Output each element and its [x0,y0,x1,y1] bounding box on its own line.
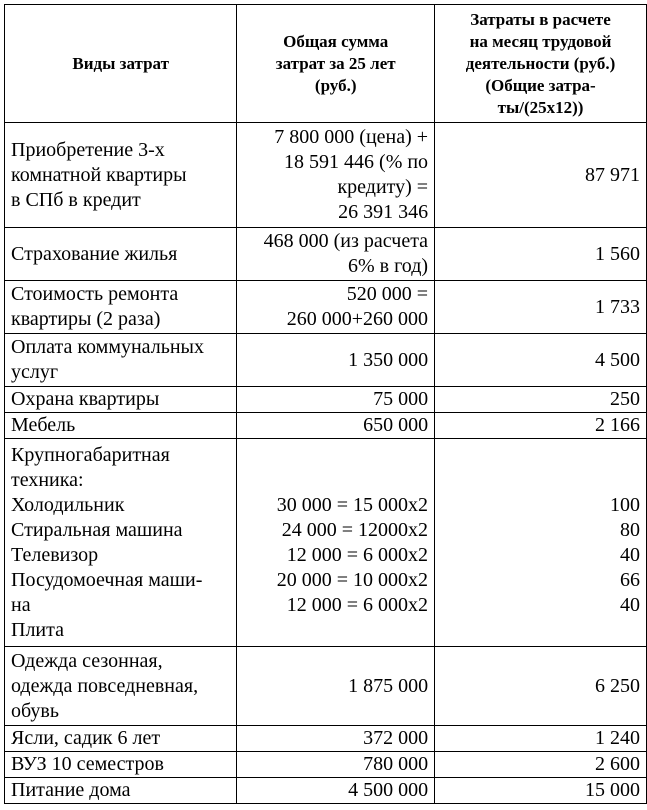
header-monthly-cost-line: ты/(25х12)) [497,97,584,117]
expense-name-cell-line: ВУЗ 10 семестров [11,753,164,775]
header-monthly-cost [435,5,647,123]
header-monthly-cost-line: (Общие затра- [485,75,596,95]
monthly-cost-cell-line: 1 733 [595,295,640,318]
expense-name-cell-line: Питание дома [11,779,131,801]
expense-name-cell [5,334,237,387]
monthly-cost-cell-line: 250 [610,388,640,410]
total-cost-cell [237,334,435,387]
table-row [5,123,647,228]
total-cost-cell-line [243,468,428,493]
expenses-table [4,4,647,804]
expense-name-cell-line: Плита [11,618,64,641]
expense-name-cell-line: Посудомоечная маши- [11,568,203,591]
total-cost-cell-line: 6% в год) [347,255,429,277]
table-row [5,752,647,778]
expense-name-cell-line: Ясли, садик 6 лет [11,727,161,749]
monthly-cost-cell-line: 15 000 [585,779,640,801]
expense-name-cell [5,228,237,281]
monthly-cost-cell [435,123,647,228]
monthly-cost-cell [435,334,647,387]
monthly-cost-cell-line: 2 166 [595,414,640,436]
monthly-cost-cell-line: 1 560 [595,242,640,265]
table-row [5,281,647,334]
header-expense-type [5,5,237,123]
table-row [5,334,647,387]
expense-name-cell [5,752,237,778]
table-row [5,726,647,752]
expense-name-cell [5,123,237,228]
total-cost-cell-line: 12 000 = 6 000х2 [286,543,429,566]
expense-name-cell-line: Крупногабаритная [11,443,170,466]
total-cost-cell [237,752,435,778]
total-cost-cell-line: 26 391 346 [338,201,429,223]
monthly-cost-cell-line: 87 971 [585,163,640,186]
expense-name-cell-line: в СПб в кредит [11,188,141,211]
monthly-cost-cell-line: 66 [620,568,640,591]
expense-name-cell-line: Страхование жилья [11,242,178,265]
monthly-cost-cell-line: 6 250 [595,674,640,697]
expense-name-cell-line: Приобретение 3-х [11,138,165,161]
monthly-cost-cell-line: 1 240 [595,727,640,749]
expense-name-cell-line: на [11,593,31,616]
total-cost-cell [237,123,435,228]
monthly-cost-cell [435,647,647,726]
total-cost-cell-line [243,618,428,643]
total-cost-cell [237,726,435,752]
table-row [5,647,647,726]
monthly-cost-cell-line [441,468,640,493]
total-cost-cell [237,439,435,647]
total-cost-cell-line: кредиту) = [337,176,429,198]
total-cost-cell-line: 18 591 446 (% по [284,151,429,173]
expense-name-cell-line: услуг [11,361,59,383]
total-cost-cell-line: 468 000 (из расчета [263,230,429,252]
expense-name-cell-line: Стоимость ремонта [11,283,179,305]
expense-name-cell-line: одежда повседневная, [11,674,199,697]
monthly-cost-cell [435,778,647,804]
monthly-cost-cell-line: 40 [620,543,640,566]
header-total-25-years-line: (руб.) [314,75,357,95]
expense-name-cell-line: Стиральная машина [11,518,183,541]
monthly-cost-cell-line: 4 500 [595,348,640,371]
monthly-cost-cell [435,752,647,778]
header-total-25-years-line: затрат за 25 лет [275,53,396,73]
total-cost-cell [237,387,435,413]
total-cost-cell-line: 12 000 = 6 000х2 [286,593,429,616]
monthly-cost-cell [435,439,647,647]
table-row [5,778,647,804]
monthly-cost-cell [435,726,647,752]
monthly-cost-cell-line [441,618,640,643]
total-cost-cell-line: 1 350 000 [348,348,429,371]
header-monthly-cost-line: на месяц трудовой [469,31,612,51]
expense-name-cell-line: Одежда сезонная, [11,649,163,672]
monthly-cost-cell [435,228,647,281]
expense-name-cell-line: Оплата коммунальных [11,336,204,358]
total-cost-cell-line: 650 000 [363,414,429,436]
total-cost-cell-line: 24 000 = 12000х2 [281,518,429,541]
expense-name-cell-line: комнатной квартиры [11,163,187,186]
monthly-cost-cell-line: 40 [620,593,640,616]
expense-name-cell-line: Охрана квартиры [11,388,160,410]
table-row [5,387,647,413]
expense-name-cell-line: квартиры (2 раза) [11,308,161,330]
total-cost-cell-line [243,443,428,468]
total-cost-cell-line: 20 000 = 10 000х2 [276,568,429,591]
expense-name-cell-line: обувь [11,699,59,722]
expense-name-cell-line: техника: [11,468,84,491]
monthly-cost-cell-line: 100 [610,493,640,516]
monthly-cost-cell [435,281,647,334]
header-row [5,5,647,123]
expense-name-cell-line: Холодильник [11,493,125,516]
total-cost-cell [237,413,435,439]
expense-name-cell [5,439,237,647]
header-total-25-years-line: Общая сумма [283,31,389,51]
expense-name-cell-line: Мебель [11,414,76,436]
total-cost-cell-line: 1 875 000 [348,674,429,697]
expense-name-cell [5,726,237,752]
monthly-cost-cell-line: 2 600 [595,753,640,775]
expense-name-cell [5,413,237,439]
total-cost-cell-line: 30 000 = 15 000х2 [276,493,429,516]
total-cost-cell [237,647,435,726]
expenses-body [5,123,647,804]
header-expense-type-line: Виды затрат [72,53,169,73]
table-row [5,228,647,281]
total-cost-cell-line: 260 000+260 000 [286,308,429,330]
total-cost-cell [237,778,435,804]
expense-name-cell [5,778,237,804]
total-cost-cell [237,281,435,334]
total-cost-cell-line: 4 500 000 [348,779,429,801]
expense-name-cell-line: Телевизор [11,543,99,566]
monthly-cost-cell-line: 80 [620,518,640,541]
expense-name-cell [5,281,237,334]
total-cost-cell-line: 780 000 [363,753,429,775]
header-total-25-years [237,5,435,123]
expense-name-cell [5,647,237,726]
header-monthly-cost-line: деятельности (руб.) [465,53,616,73]
total-cost-cell [237,228,435,281]
monthly-cost-cell-line [441,443,640,468]
total-cost-cell-line: 372 000 [363,727,429,749]
total-cost-cell-line: 7 800 000 (цена) + [274,126,429,148]
table-row [5,413,647,439]
table-row [5,439,647,647]
header-monthly-cost-line: Затраты в расчете [470,9,611,29]
monthly-cost-cell [435,413,647,439]
monthly-cost-cell [435,387,647,413]
total-cost-cell-line: 75 000 [373,388,429,410]
total-cost-cell-line: 520 000 = [346,283,429,305]
expense-name-cell [5,387,237,413]
